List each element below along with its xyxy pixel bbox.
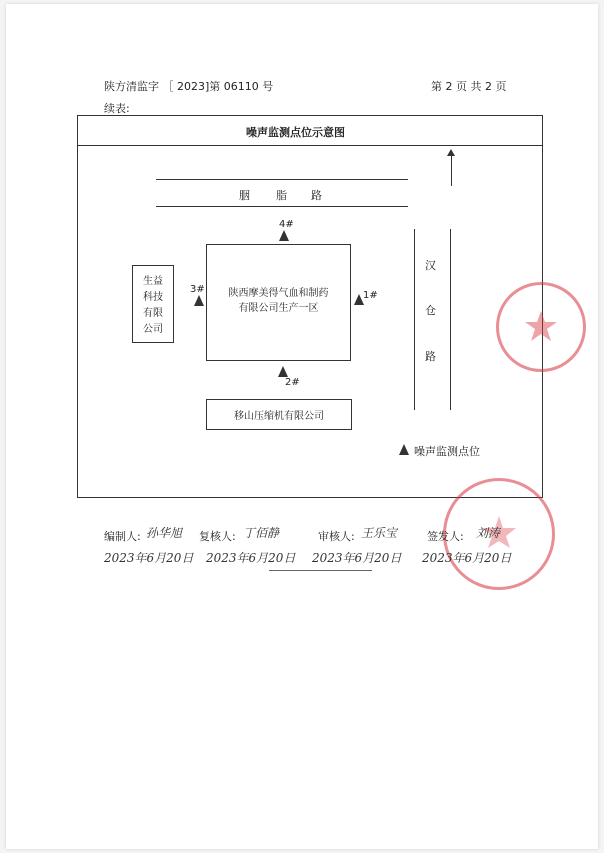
north-arrow-icon bbox=[447, 149, 455, 156]
document-number: 陕方清监字 ［ 2023]第 06110 号 bbox=[104, 80, 274, 93]
road-top-line-lower bbox=[156, 206, 408, 207]
seal-star-icon bbox=[499, 285, 583, 369]
document-page bbox=[6, 4, 598, 849]
road-top-char-3: 路 bbox=[311, 189, 322, 202]
bottom-company-name: 移山压缩机有限公司 bbox=[234, 411, 324, 422]
road-top-line-upper bbox=[156, 179, 408, 180]
road-right-char-3: 路 bbox=[425, 350, 436, 363]
auditor-date: 2023年6月20日 bbox=[312, 551, 402, 565]
diagram-title-divider bbox=[77, 145, 543, 146]
company-seal-top bbox=[496, 282, 586, 372]
reviewer-date: 2023年6月20日 bbox=[206, 551, 296, 565]
issuer-signature: 刘涛 bbox=[476, 526, 501, 540]
road-top-char-2: 脂 bbox=[276, 189, 287, 202]
left-company-line4: 公司 bbox=[143, 324, 163, 335]
main-company-name-line2: 有限公司生产一区 bbox=[238, 303, 319, 314]
editor-date: 2023年6月20日 bbox=[104, 551, 194, 565]
road-right-line-right bbox=[450, 229, 451, 410]
diagram-title: 噪声监测点位示意图 bbox=[246, 126, 345, 139]
monitoring-point-3-icon bbox=[194, 295, 204, 306]
monitoring-point-3-label: 3# bbox=[190, 284, 205, 295]
north-arrow-shaft bbox=[451, 152, 452, 186]
auditor-label: 审核人: bbox=[318, 530, 355, 543]
auditor-signature: 王乐宝 bbox=[361, 526, 398, 540]
monitoring-point-2-icon bbox=[278, 366, 288, 377]
monitoring-point-4-label: 4# bbox=[279, 219, 294, 230]
editor-label: 编制人: bbox=[104, 530, 141, 543]
issuer-label: 签发人: bbox=[427, 530, 464, 543]
editor-signature: 孙华旭 bbox=[146, 526, 183, 540]
reviewer-signature: 丁佰静 bbox=[243, 526, 280, 540]
legend-label: 噪声监测点位 bbox=[414, 445, 480, 458]
road-top-char-1: 胭 bbox=[239, 189, 250, 202]
legend-point-icon bbox=[399, 444, 409, 455]
left-company-line1: 生益 bbox=[143, 276, 163, 287]
monitoring-point-2-label: 2# bbox=[285, 377, 300, 388]
page-info: 第 2 页 共 2 页 bbox=[431, 80, 507, 93]
main-company-name-line1: 陕西摩美得气血和制药 bbox=[228, 288, 329, 299]
monitoring-point-1-label: 1# bbox=[363, 290, 378, 301]
left-company-line3: 有限 bbox=[143, 308, 163, 319]
continued-label: 续表: bbox=[104, 102, 130, 115]
issuer-date: 2023年6月20日 bbox=[422, 551, 512, 565]
monitoring-point-4-icon bbox=[279, 230, 289, 241]
road-right-line-left bbox=[414, 229, 415, 410]
road-right-char-1: 汉 bbox=[425, 259, 436, 272]
left-company-line2: 科技 bbox=[143, 292, 163, 303]
road-right-char-2: 仓 bbox=[425, 304, 436, 317]
date-underline bbox=[269, 570, 372, 571]
reviewer-label: 复核人: bbox=[199, 530, 236, 543]
